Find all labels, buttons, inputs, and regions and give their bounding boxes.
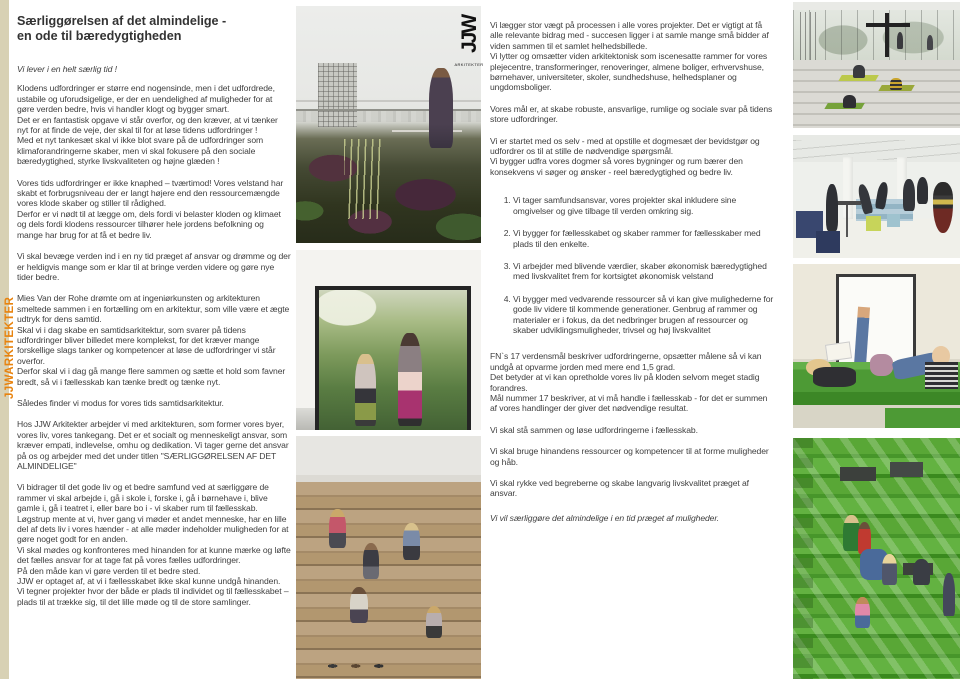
person-figure [853, 65, 865, 78]
cross-horizontal-beam [866, 23, 909, 27]
page-title-line1: Særliggørelsen af det almindelige - [17, 14, 227, 28]
jjw-logo-mark: JJW [457, 15, 481, 53]
text-line: Vores tids udfordringer er ikke knaphed – tværtimod! Vores velstand har skabt et forbrugsniveau der er langt højere end den ressourcemængde vores klode skaber og stiller til rådighed. [17, 177, 284, 209]
text-block [17, 251, 291, 282]
text-block [490, 446, 774, 467]
text-line: Hos JJW Arkitekter arbejder vi med arkitekturen, som former vores byer, vores liv, vores tankegang. Det er et socialt og menneskeligt ansvar, som kræver empati, indlevelse, omhu og dedikation. Vi tager gerne det ansvar på os og arbejder med det under titlen "SÆRLIGGØRELSEN AF DET ALMINDELIGE" [17, 419, 289, 471]
dogma-item: 3. Vi arbejder med blivende værdier, skaber økonomisk bæredygtighed med livskvalitet frem for kortsigtet økonomisk velstand [513, 261, 774, 282]
text-block [490, 104, 774, 125]
swing-buoy [933, 182, 953, 234]
person-figure [927, 35, 934, 50]
stair-profile [793, 438, 813, 679]
dark-mat [840, 467, 877, 481]
concrete-bleachers [793, 60, 960, 128]
foam-cube [887, 214, 900, 228]
photo-children-at-window [296, 250, 481, 430]
intro-line: Vi lever i en helt særlig tid ! [17, 64, 117, 74]
photo-green-bleachers [793, 438, 960, 679]
text-line: Klodens udfordringer er større end nogensinde, men i det udfordrede, ustabile og uforudsigelige, er der en uendelighed af muligheder for at gøre verden bedre, hvis vi handler klogt og bygger smart. [17, 83, 275, 115]
left-text-column [17, 14, 291, 618]
text-block [17, 83, 291, 166]
child-figure [855, 597, 870, 628]
vertical-brand-label: JJWARKITEKTER [4, 296, 16, 399]
child-figure [913, 559, 930, 586]
child-figure [813, 367, 856, 387]
grass-spikes [344, 139, 381, 220]
window-ledge [296, 408, 315, 430]
photo-hall-with-cross [793, 2, 960, 128]
text-line: Vi er startet med os selv - med at opstille et dogmesæt der bevidstgør og udfordrer os til at stille de nødvendige spørgsmål. [490, 135, 760, 157]
text-line: Derfor skal vi i dag gå mange flere sammen og sætte et hold som favner bredt, så vi i fællesskab kan tænke bredt og tænke nyt. [17, 366, 286, 387]
photo-reading-corner [793, 264, 960, 428]
text-line: Løgstrup mente at vi, hver gang vi møder et andet menneske, har en lille del af dets liv i vores hænder - at alle møder indeholder muligheden for at gøre noget godt for en anden. [17, 513, 289, 545]
text-line: JJW er optaget af, at vi i fællesskabet ikke skal kunne undgå hinanden. [17, 576, 281, 587]
text-line: På den måde kan vi gøre verden til et bedre sted. [17, 565, 201, 576]
text-line: Mies Van der Rohe drømte om at ingeniørkunsten og arkitekturen smeltede sammen i en fortælling om en arkitektur, som ville være et ægte udtryk for dens samtid. [17, 293, 290, 325]
closing-statement: Vi vil særliggøre det almindelige i en tid præget af muligheder. [490, 512, 720, 523]
text-line: Derfor er vi nødt til at lægge om, dels fordi vi belaster kloden og klimaet og dels fordi klodens ressourcer tilhører hele jordens befolkning og mange har brug for at få et bedre liv. [17, 208, 281, 240]
text-line: Det betyder at vi kan opretholde vores liv på kloden selvom meget stadig forandres. [490, 372, 760, 393]
text-block [490, 478, 774, 499]
person-figure [826, 184, 838, 231]
person-figure [890, 78, 902, 91]
table-leg [846, 205, 848, 237]
text-line: Vi lytter og omsætter viden arkitektonisk som iscenesatte rammer for vores plejecentre, transformeringer, renoveringer, almene boliger, erhvervshuse, børnehaver, universiteter, skoler, sundhedshuse, helhedsplaner og ungdomsboliger. [490, 51, 768, 93]
text-line: Vi skal mødes og konfronteres med hinanden for at kunne mærke og løfte det fælles ansvar for at tage fat på vores fælles udfordringer. [17, 544, 291, 566]
text-line: Vi skal bevæge verden ind i en ny tid præget af ansvar og drømme og der er heldigvis mange som er klar til at bringe verden videre og gøre nye tider bedre. [17, 251, 291, 282]
jjw-logo-subtext: ARKITEKTER [454, 62, 484, 67]
text-line: Vi skal stå sammen og løse udfordringerne i fællesskab. [490, 424, 698, 435]
child-figure [925, 362, 958, 388]
text-block [17, 398, 291, 408]
child-figure [943, 573, 955, 616]
child-figure [398, 333, 422, 427]
text-line: Vores mål er, at skabe robuste, ansvarlige, rumlige og sociale svar på tidens store udfordringer. [490, 103, 773, 125]
dogma-item: 4. Vi bygger med vedvarende ressourcer så vi kan give mulighederne for gode liv videre til kommende generationer. Genbrug af rammer og materialer er i fokus, da det nedbringer brugen af ressourcer og skaber udviklingsmuligheder, trivsel og høj livskvalitet [513, 294, 774, 336]
text-block [490, 351, 774, 413]
text-block [490, 20, 774, 93]
child-figure [403, 523, 420, 559]
photo-activity-room [793, 135, 960, 258]
tower-building [318, 63, 357, 127]
person-figure [917, 177, 929, 204]
text-line: Skal vi i dag skabe en samtidsarkitektur, som svarer på tidens udfordringer bliver billedet mere komplekst, for det kræver mange forskellige slags tanker og kompetencer at løse de udfordringer vi står overfor. [17, 324, 276, 366]
page-title-line2: en ode til bæredygtigheden [17, 29, 182, 43]
text-line: Vi lægger stor vægt på processen i alle vores projekter. Det er vigtigt at få alle relevante bidrag med - succesen ligger i at samle mange små bidder af viden sammen til et samlet helhedsbillede. [490, 20, 769, 51]
dogma-item: 2. Vi bygger for fællesskabet og skaber rammer for fællesskaber med plads til den enkelte. [513, 228, 774, 249]
window [315, 286, 471, 430]
text-line: Vi skal rykke ved begreberne og skabe langvarig livskvalitet præget af ansvar. [490, 478, 749, 499]
text-block [490, 425, 774, 435]
text-line: Med et nyt tankesæt skal vi ikke blot svare på de udfordringer som klimaforandringerne skaber, men vi skal fokusere på den sociale bæredygtighed, styrke livskvaliteten og højne glæden ! [17, 135, 264, 167]
ceiling [793, 140, 960, 160]
wooden-steps [296, 482, 481, 679]
text-line: Vi bidrager til det gode liv og et bedre samfund ved at særliggøre de rammer vi skal arbejde i, gå i skole i, forske i, gå i børnehave i, blive gamle i, gå i teatret i, eller bare bo i - vi skaber rum til fællesskab. [17, 482, 269, 514]
text-block [17, 419, 291, 471]
person-figure [843, 95, 856, 108]
window-wall [793, 10, 960, 60]
person-figure [897, 32, 904, 48]
child-figure [870, 354, 893, 375]
child-figure [363, 543, 380, 579]
child-figure [882, 554, 897, 585]
text-line: Vi bygger udfra vores dogmer så vores bygninger og rum bærer den konsekvens vi søger og ønsker - reel bæredygtighed og bedre liv. [490, 156, 743, 177]
dogma-item: 1. Vi tager samfundsansvar, vores projekter skal inkludere sine omgivelser og give tilbage til verden omkring sig. [513, 195, 774, 216]
text-block [17, 293, 291, 387]
cross-vertical-beam [885, 13, 889, 57]
text-line: Således finder vi modus for vores tids samtidsarkitektur. [17, 397, 224, 408]
text-line: Vi skal bruge hinandens ressourcer og kompetencer til at forme muligheder og håb. [490, 446, 769, 467]
text-line: Vi tegner projekter hvor der både er plads til individet og til fællesskabet – plads til at trække sig, til det lille møde og til de store samlinger. [17, 586, 289, 607]
book [825, 341, 852, 361]
roof-railing [296, 109, 481, 111]
child-figure [350, 587, 369, 623]
dark-mat [890, 462, 923, 476]
text-block [490, 136, 774, 178]
foam-cube [866, 216, 881, 231]
child-figure [426, 606, 443, 638]
right-text-column [490, 20, 774, 532]
text-line: FN`s 17 verdensmål beskriver udfordringerne, opsætter målene så vi kan undgå at opvarme jorden med mere end 1,5 grad. [490, 351, 762, 372]
person-figure [903, 179, 915, 211]
text-line: Mål nummer 17 beskriver, at vi må handle i fællesskab - for det er summen af vores handlinger der giver det nødvendige resultat. [490, 392, 768, 414]
child-figure [355, 354, 375, 426]
foam-block [816, 231, 839, 253]
shoes [326, 660, 393, 672]
photo-wooden-stairs [296, 436, 481, 679]
text-line: Det er en fantastisk opgave vi står overfor, og den kræver, at vi tænker nyt for at finde de veje, der skal til for at løse tidens udfordringer ! [17, 114, 278, 136]
green-mat [885, 408, 960, 428]
garden-plants [296, 136, 481, 243]
text-block [17, 482, 291, 607]
child-figure [329, 509, 346, 548]
dogma-list [490, 195, 774, 335]
text-block [17, 178, 291, 240]
jjw-logo [452, 13, 486, 69]
page-title [17, 14, 291, 44]
